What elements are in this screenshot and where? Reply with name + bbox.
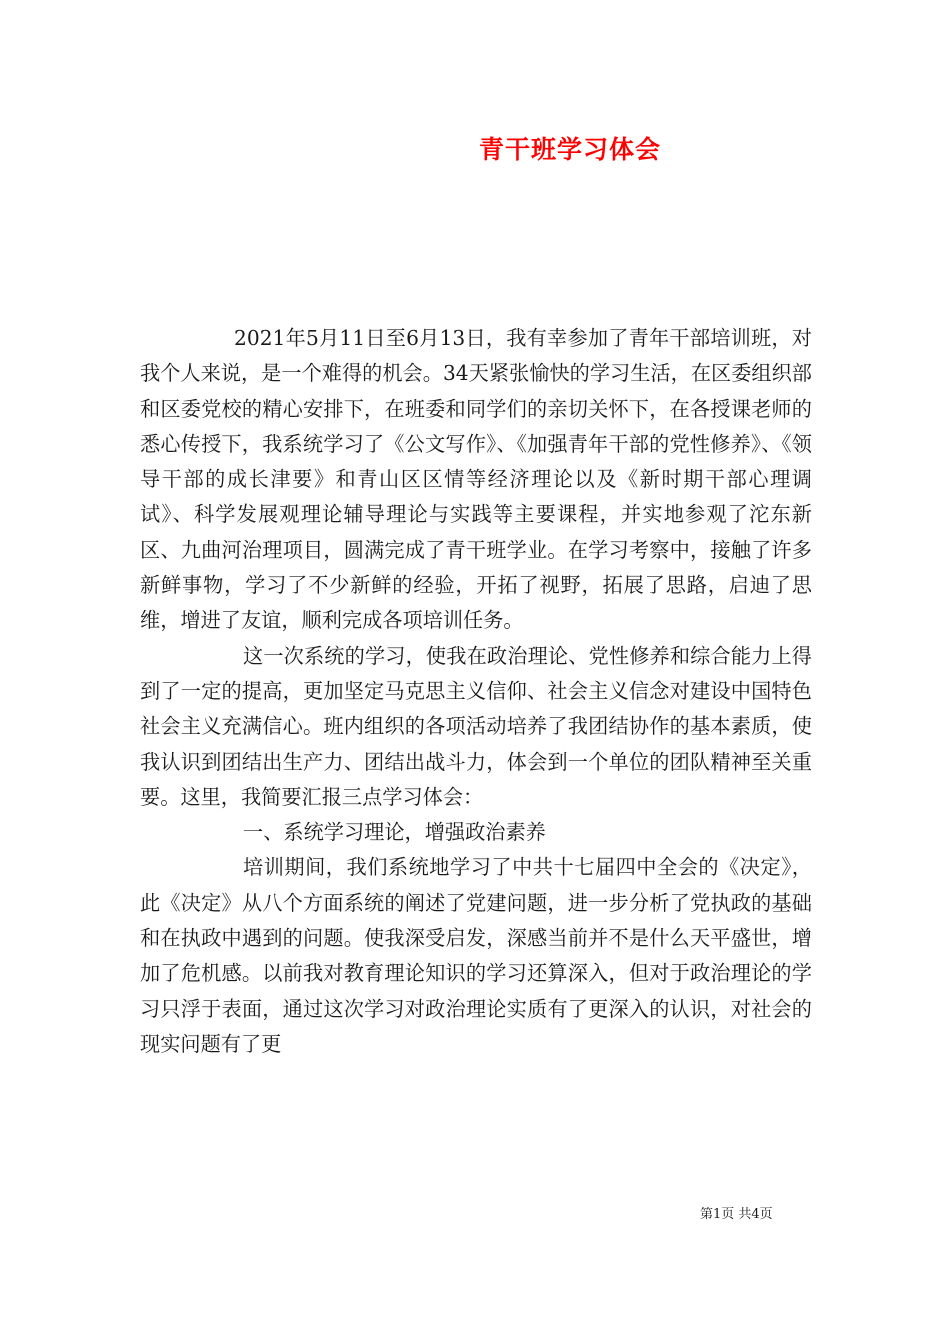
document-body <box>140 321 812 1062</box>
paragraph-intro: 2021年5月11日至6月13日，我有幸参加了青年干部培训班，对我个人来说，是一个难得的机会。34天紧张愉快的学习生活，在区委组织部和区委党校的精心安排下，在班委和同学们的亲切关怀下，在各授课老师的悉心传授下，我系统学习了《公文写作》、《加强青年干部的党性修养》、《领导干部的成长津要》和青山区区情等经济理论以及《新时期干部心理调试》、科学发展观理论辅导理论与实践等主要课程，并实地参观了沱东新区、九曲河治理项目，圆满完成了青干班学业。在学习考察中，接触了许多新鲜事物，学习了不少新鲜的经验，开拓了视野，拓展了思路，启迪了思维，增进了友谊，顺利完成各项培训任务。 <box>140 326 812 633</box>
paragraph-summary: 这一次系统的学习，使我在政治理论、党性修养和综合能力上得到了一定的提高，更加坚定马克思主义信仰、社会主义信念对建设中国特色社会主义充满信心。班内组织的各项活动培养了我团结协作的基本素质，使我认识到团结出生产力、团结出战斗力，体会到一个单位的团队精神至关重要。这里，我简要汇报三点学习体会： <box>140 643 812 809</box>
paragraph-section-1: 培训期间，我们系统地学习了中共十七届四中全会的《决定》，此《决定》从八个方面系统的阐述了党建问题，进一步分析了党执政的基础和在执政中遇到的问题。使我深受启发，深感当前并不是什么天平盛世，增加了危机感。以前我对教育理论知识的学习还算深入，但对于政治理论的学习只浮于表面，通过这次学习对政治理论实质有了更深入的认识，对社会的现实问题有了更 <box>140 855 812 1056</box>
section-heading-1: 一、系统学习理论，增强政治素养 <box>243 820 546 845</box>
document-title: 青干班学习体会 <box>478 135 661 164</box>
page-number-footer: 第1页 共4页 <box>700 1207 773 1222</box>
